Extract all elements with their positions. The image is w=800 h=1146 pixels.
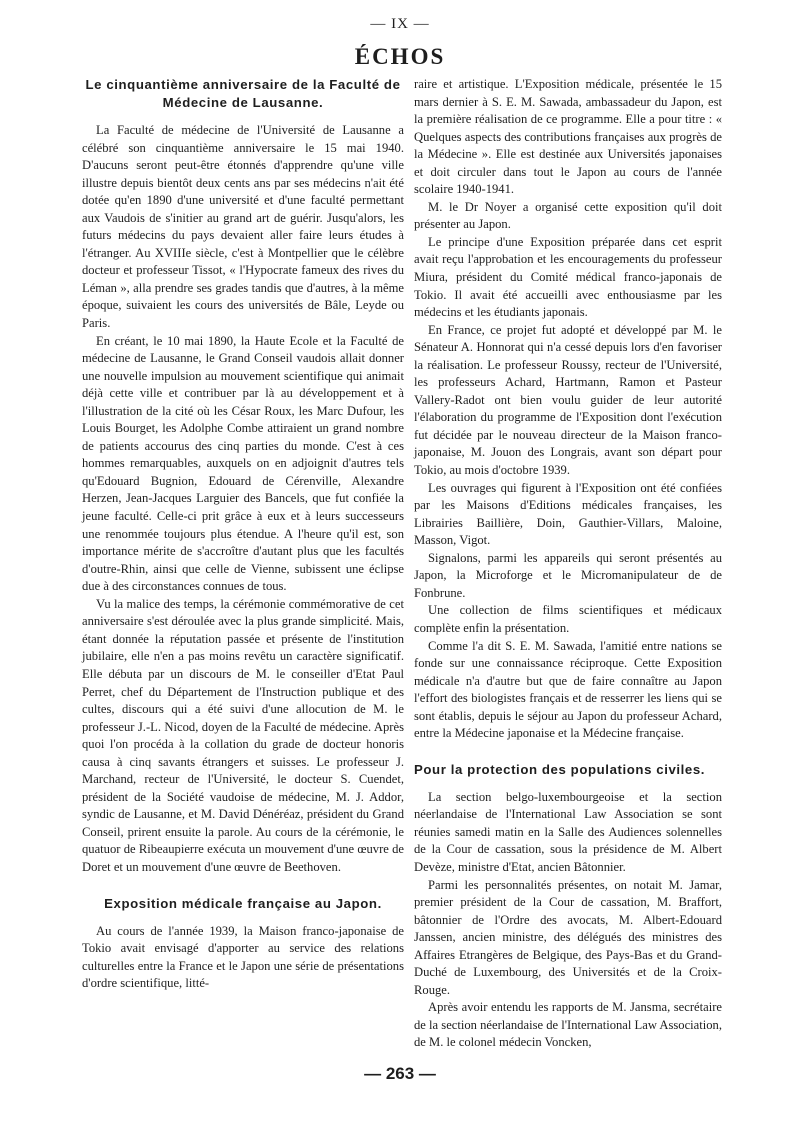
paragraph: Après avoir entendu les rapports de M. Jansma, secrétaire de la section néerlandaise de l'International Law Association, de M. le colonel médecin Voncken, <box>414 1000 722 1050</box>
paragraph: Parmi les personnalités présentes, on notait M. Jamar, premier président de la Cour de cassation, M. Braffort, bâtonnier de l'Ordre des avocats, M. Albert-Edouard Janssen, ancien ministre, des délégués des ministres des Affaires Etrangères de Belgique, des Pays-Bas et du Grand-Duché de Luxembourg, des Universités et de la Croix-Rouge. <box>414 877 722 997</box>
paragraph: Les ouvrages qui figurent à l'Exposition ont été confiées par les Maisons d'Editions médicales françaises, les Librairies Baillière, Doin, Gauthier-Villars, Maloine, Masson, Vigot. <box>414 480 722 548</box>
paragraph: Vu la malice des temps, la cérémonie commémorative de cet anniversaire s'est déroulée avec la plus grande simplicité. Mais, étant donnée la réputation passée et présente de l'institution jubilaire, elle n'en a pas moins revêtu un caractère significatif. Elle débuta par un discours de M. le conseiller d'Etat Paul Perret, chef du Département de l'Instruction publique et des cultes, discours qui a été suivi d'une allocution de M. le professeur J.-L. Nicod, doyen de la Faculté de médecine. Après quoi l'on procéda à la collation du grade de docteur honoris causa à cinq savants étrangers et suisses. Le professeur J. Marchand, recteur de l'Université, le docteur S. Cuendet, président de la Société vaudoise de médecine, M. J. Addor, syndic de Lausanne, et M. David Dénéréaz, président du Grand Conseil, prirent ensuite la parole. Au cours de la cérémonie, le quatuor de Ribeaupierre exécuta un mouvement d'une œuvre de Doret et un mouvement d'une œuvre de Beethoven. <box>82 596 404 874</box>
page-number: — 263 — <box>364 1064 436 1083</box>
paragraph: En créant, le 10 mai 1890, la Haute Ecole et la Faculté de médecine de Lausanne, le Grand Conseil vaudois allait donner une nouvelle impulsion au mouvement scientifique qui animait déjà cette ville et contribuer par là au développement et à l'illustration de la cité où les César Roux, les Marc Dufour, les Louis Bourget, les Adolphe Combe attiraient un grand nombre de patients accourus des cinq parties du monde. C'est à ces hommes remarquables, auxquels on en adjoignit d'autres tels qu'Edouard Bugnion, Edouard de Cérenville, Alexandre Herzen, Jean-Jacques Larguier des Bancels, que fut confiée la jeune faculté. Celle-ci prit grâce à eux et à leurs successeurs une renommée toujours plus étendue. A l'heure qu'il est, son importance mérite de s'accroître d'autant plus que les facultés d'outre-Rhin, ainsi que celle de Vienne, subissent une éclipse due à des circonstances connues de tous. <box>82 333 404 594</box>
article-title-exposition: Exposition médicale française au Japon. <box>104 895 382 911</box>
spacer <box>82 877 404 895</box>
section-title: ÉCHOS <box>354 44 446 69</box>
paragraph: Signalons, parmi les appareils qui seront présentés au Japon, la Microforge et le Micromanipulateur de de Fonbrune. <box>414 550 722 600</box>
paragraph-continued: raire et artistique. L'Exposition médicale, présentée le 15 mars dernier à S. E. M. Sawada, ambassadeur du Japon, est la première réalisation de ce programme. Elle a pour titre : « Quelques aspects des contributions françaises aux progrès de la Médecine ». Elle est destinée aux Universités japonaises et doit circuler dans tout le Japon au cours de l'année scolaire 1940-1941. <box>414 77 722 197</box>
roman-page-number: — IX — <box>370 16 430 32</box>
article-title-lausanne: Le cinquantième anniversaire de la Faculté de Médecine de Lausanne. <box>85 77 401 110</box>
right-column <box>414 76 722 1052</box>
paragraph: La Faculté de médecine de l'Université de Lausanne a célébré son cinquantième anniversaire le 15 mai 1940. D'aucuns seront peut-être étonnés d'apprendre qu'une ville illustre depuis bientôt deux cents ans par ses médecins n'ait été dotée qu'en 1890 d'une université et d'une faculté permettant aux Vaudois de s'initier au grand art de guérir. Jusqu'alors, les futurs médecins du pays devaient aller faire leurs études à l'étranger. Au XVIIIe siècle, c'est à Montpellier que le célèbre docteur et professeur Tissot, « l'Hypocrate fameux des rives du Léman », alla prendre ses grades tandis que d'autres, à la même époque, suivaient les cours des universités de Bâle, Leyde ou Paris. <box>82 123 404 331</box>
paragraph: En France, ce projet fut adopté et développé par M. le Sénateur A. Honnorat qui n'a cessé depuis lors d'en favoriser la réalisation. Le professeur Roussy, recteur de l'Université, les professeurs Achard, Hartmann, Ramon et Pasteur Vallery-Radot ont bien voulu guider de leur autorité l'élaboration du programme de l'Exposition dont l'exécution fut décidée par le nouveau directeur de la Maison franco-japonaise, M. Jouon des Longrais, avant son départ pour Tokio, au mois d'octobre 1939. <box>414 322 722 478</box>
paragraph: La section belgo-luxembourgeoise et la section néerlandaise de l'International Law Association se sont réunies samedi matin en la Salle des Audiences solennelles de la Cour de cassation, sous la présidence de M. Albert Devèze, ministre d'Etat, ancien Bâtonnier. <box>414 789 722 874</box>
paragraph: Au cours de l'année 1939, la Maison franco-japonaise de Tokio avait envisagé d'apporter au service des relations culturelles entre la France et le Japon une série de présentations d'ordre scientifique, litté- <box>82 923 404 991</box>
paragraph: Une collection de films scientifiques et médicaux complète enfin la présentation. <box>414 603 722 635</box>
paragraph: Le principe d'une Exposition préparée dans cet esprit avait reçu l'approbation et les encouragements du professeur Miura, président du Comité médical franco-japonais de Tokio. Il avait été accueilli avec enthousiasme par les médecins et les étudiants japonais. <box>414 234 722 320</box>
paragraph: Comme l'a dit S. E. M. Sawada, l'amitié entre nations se fonde sur une connaissance réciproque. Cette Exposition médicale n'a d'autre but que de faire connaître au Japon l'effort des biologistes français et de resserrer les liens qui se sont établis, depuis le séjour au Japon du professeur Achard, entre la Médecine japonaise et la Médecine française. <box>414 638 722 741</box>
paragraph: M. le Dr Noyer a organisé cette exposition qu'il doit présenter au Japon. <box>414 199 722 232</box>
left-column <box>82 76 404 993</box>
article-title-protection: Pour la protection des populations civiles. <box>414 761 706 777</box>
spacer <box>414 743 722 761</box>
